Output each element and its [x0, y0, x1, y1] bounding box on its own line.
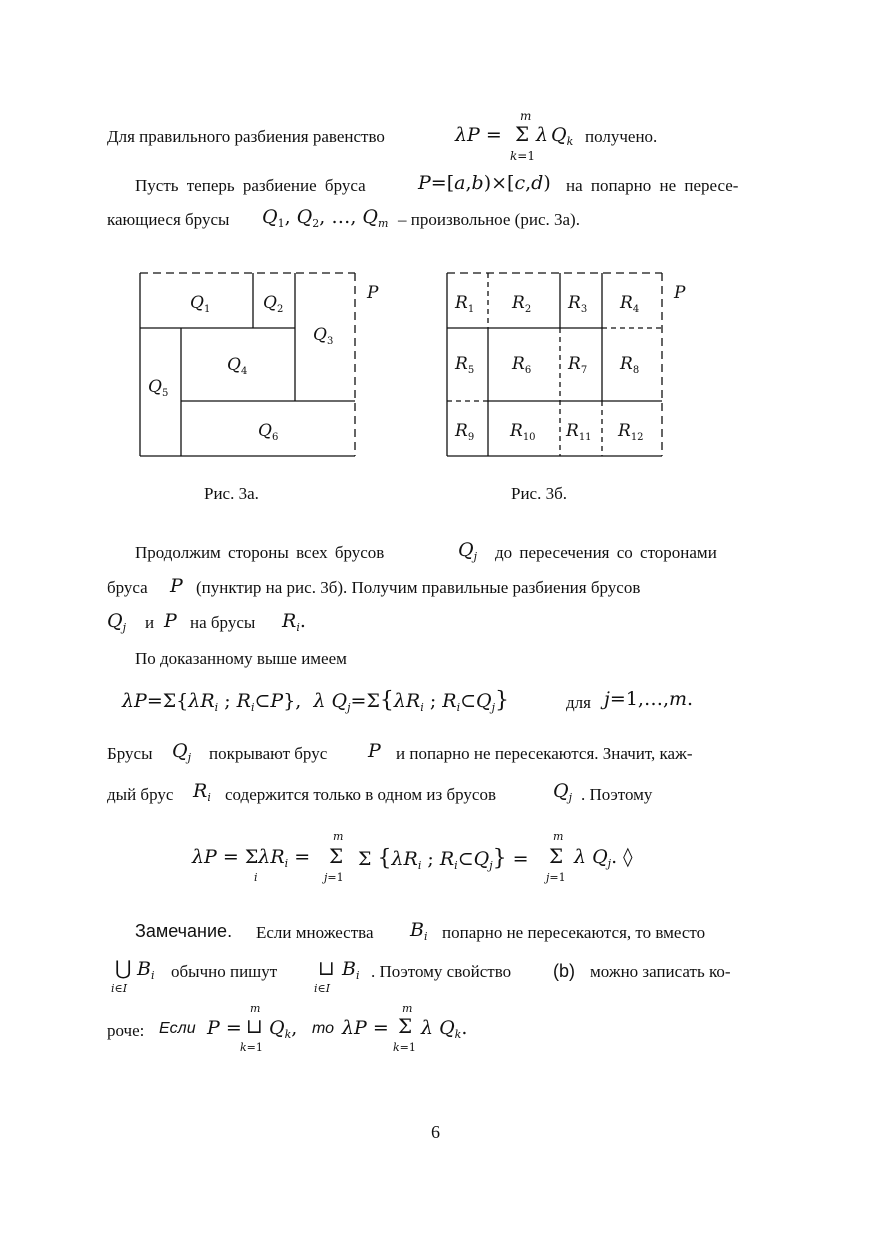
figure-b-R11: $R_{11}$ — [566, 421, 592, 443]
formula-line-1b: j=1,…,m. — [604, 688, 694, 710]
figure-b-P-label: P — [674, 283, 686, 303]
sum-sign: Σ — [515, 122, 530, 146]
remark-line3-a: роче: — [107, 1021, 145, 1040]
p5-line2-b: содержится только в одном из брусов — [225, 785, 496, 804]
p1-text: Для правильного разбиения равенство — [107, 127, 385, 146]
formula-lambda-p-sum: λP = — [455, 124, 502, 146]
figure-a-P-label: P — [367, 283, 379, 303]
formula-2-lower-j2: j=1 — [546, 871, 566, 884]
p3-line1-a: Продолжим стороны всех брусов — [135, 543, 385, 562]
p2-line2-a: кающиеся брусы — [107, 210, 230, 229]
p2-line2-b: – произвольное (рис. 3а). — [398, 210, 580, 229]
figure-b-R5: $R_5$ — [455, 354, 475, 376]
Ri-1: $R_i$. — [282, 610, 306, 634]
sum-upper-m: m — [520, 109, 532, 123]
p3-line1-b: до пересечения со сторонами — [495, 543, 717, 562]
formula-3-disjoint: ⊔ — [246, 1014, 263, 1038]
remark-label: Замечание. — [135, 921, 233, 941]
figure-b-R12: $R_{12}$ — [618, 421, 644, 443]
figure-b-R3: $R_3$ — [568, 293, 588, 315]
figure-a-Q3: $Q_3$ — [313, 325, 334, 347]
figure-b-R2: $R_2$ — [512, 293, 532, 315]
p3-line2-b: (пунктир на рис. 3б). Получим правильные разбиения брусов — [196, 578, 641, 597]
figure-b-R6: $R_6$ — [512, 354, 532, 376]
figure-b-R10: $R_{10}$ — [510, 421, 536, 443]
paragraph-4: По доказанному выше имеем — [135, 649, 347, 668]
formula-3-sum: Σ — [398, 1014, 413, 1038]
Bi-1: $B_i$ — [410, 919, 428, 943]
figure-a-Q4: $Q_4$ — [227, 355, 248, 377]
union-sub: i∈I — [111, 982, 128, 995]
Bi-3: $B_i$ — [342, 958, 360, 982]
p5-line2-c: . Поэтому — [581, 785, 653, 804]
p2-line1-a: Пусть теперь разбиение бруса — [135, 176, 366, 195]
formula-2-sub-i: i — [254, 871, 258, 884]
formula-line-1a: $\lambda P=\Sigma\{\lambda R_i$ ; $R_i\subset P$}, λ $Q_j=\Sigma\{\lambda R_i$ ; $R_i\subset Q_j$} — [122, 688, 510, 714]
p2-line1-b: на попарно не пересе- — [566, 176, 739, 195]
formula-2-lower-j1: j=1 — [324, 871, 344, 884]
Ri-2: $R_i$ — [193, 780, 211, 804]
formula-2-sum1: Σ — [329, 844, 344, 868]
formula-2-upper-m2: m — [553, 830, 564, 843]
formula-3-d: λ $Q_k$. — [421, 1017, 468, 1041]
caption-3a: Рис. 3а. — [204, 484, 259, 503]
paragraph-1 — [107, 128, 385, 145]
formula-3-lower-k1: k=1 — [240, 1041, 263, 1054]
union-sign: ⋃ — [115, 956, 132, 980]
figure-b-R8: $R_8$ — [620, 354, 640, 376]
formula-3-upper-m1: m — [250, 1002, 261, 1015]
remark-line1-b: попарно не пересекаются, то вместо — [442, 923, 706, 942]
figure-b-R7: $R_7$ — [568, 354, 588, 376]
figure-a-Q6: $Q_6$ — [258, 421, 279, 443]
figure-a-Q1: $Q_1$ — [190, 293, 211, 315]
formula-3-lower-k2: k=1 — [393, 1041, 416, 1054]
formula-1-for: для — [566, 693, 591, 712]
p5-line2-a: дый брус — [107, 785, 174, 804]
p1-end: получено. — [585, 127, 658, 146]
Qj-1: $Q_j$ — [458, 539, 477, 563]
remark-line1-a: Если множества — [256, 923, 374, 942]
lambda-qk: λ $Q_k$ — [536, 124, 574, 148]
figure-3a — [135, 268, 385, 463]
formula-2-upper-m1: m — [333, 830, 344, 843]
Qj-2: $Q_j$ — [107, 610, 126, 634]
caption-3b: Рис. 3б. — [511, 484, 567, 503]
formula-2-sum2: Σ — [549, 844, 564, 868]
figure-b-R1: $R_1$ — [455, 293, 475, 315]
figure-a-Q5: $Q_5$ — [148, 377, 169, 399]
formula-3-a: P = — [207, 1017, 242, 1039]
figure-b-R4: $R_4$ — [620, 293, 640, 315]
P-3: P — [164, 610, 177, 632]
formula-3-b: $Q_k$, — [269, 1017, 298, 1041]
remark-line2-d: можно записать ко- — [590, 962, 731, 981]
formula-2-b: Σ {$\lambda R_i$ ; $R_i\subset Q_j$} = — [358, 846, 529, 872]
formula-2-c: λ $Q_j$. ◊ — [574, 846, 633, 870]
page-number: 6 — [431, 1122, 440, 1142]
figure-3b — [442, 268, 702, 463]
p5-line1-c: и попарно не пересекаются. Значит, каж- — [396, 744, 693, 763]
sum-lower-k1: k=1 — [510, 149, 535, 163]
p3-line2-a: бруса — [107, 578, 148, 597]
Bi-2: $B_i$ — [137, 958, 155, 982]
formula-2-a: λP = ΣλR$_i$ = — [192, 846, 311, 870]
figure-b-R9: $R_9$ — [455, 421, 475, 443]
formula-3-upper-m2: m — [402, 1002, 413, 1015]
p5-line1-a: Брусы — [107, 744, 153, 763]
p5-line1-b: покрывают брус — [209, 744, 328, 763]
remark-line2-a: обычно пишут — [171, 962, 278, 981]
remark-line2-b: . Поэтому свойство — [371, 962, 512, 981]
remark-line2-c: (b) — [553, 961, 575, 981]
formula-Q-list: $Q_1$, $Q_2$, …, $Q_m$ — [262, 206, 389, 230]
p3-line3-a: и — [145, 613, 155, 632]
p3-line3-b: на брусы — [190, 613, 256, 632]
Qj-3: $Q_j$ — [172, 740, 191, 764]
disjoint-union-sub: i∈I — [314, 982, 331, 995]
remark-line3-c: то — [312, 1020, 335, 1037]
figure-a-Q2: $Q_2$ — [263, 293, 284, 315]
remark-line3-b: Если — [159, 1020, 196, 1037]
formula-3-c: λP = — [342, 1017, 389, 1039]
P-4: P — [368, 740, 381, 762]
formula-P-interval: P=[a,b)×[c,d) — [418, 172, 551, 194]
disjoint-union-sign: ⊔ — [318, 956, 335, 980]
Qj-4: $Q_j$ — [553, 780, 572, 804]
P-2: P — [170, 575, 183, 597]
